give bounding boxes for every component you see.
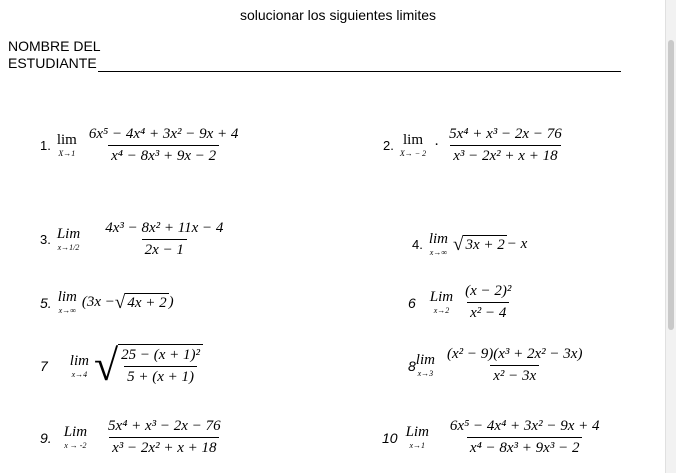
denominator: 2x − 1 <box>142 239 187 259</box>
multiplication-dot: · <box>434 137 440 153</box>
numerator: (x − 2)² <box>465 283 512 299</box>
numerator: 6x⁵ − 4x⁴ + 3x² − 9x + 4 <box>449 418 600 434</box>
fraction <box>462 283 514 322</box>
problem-6 <box>408 283 514 322</box>
fraction <box>102 220 226 259</box>
limit-operator: Lim x → -2 <box>63 424 88 450</box>
problem-number: 6 <box>408 294 416 311</box>
fraction <box>86 126 242 165</box>
problem-number: 5. <box>40 294 52 311</box>
limit-operator: Lim x→2 <box>429 289 454 315</box>
fraction <box>118 347 203 386</box>
problem-2 <box>383 126 565 165</box>
limit-operator: lim X→ − 2 <box>399 132 427 158</box>
student-label-line2: ESTUDIANTE <box>8 55 97 71</box>
page-title: solucionar los siguientes limites <box>239 7 437 23</box>
square-root: √ 4x + 2 <box>114 292 167 313</box>
problem-number: 1. <box>40 138 51 153</box>
problem-9 <box>40 418 224 457</box>
numerator: 6x⁵ − 4x⁴ + 3x² − 9x + 4 <box>88 126 239 142</box>
limit-operator: lim x→∞ <box>57 289 77 315</box>
problem-1 <box>40 126 241 165</box>
fraction <box>447 418 603 457</box>
denominator: x² − 4 <box>467 302 509 322</box>
limit-operator: lim x→∞ <box>428 231 449 257</box>
fraction <box>105 418 224 457</box>
expression-pre: (3x − <box>81 294 115 310</box>
numerator: 4x³ − 8x² + 11x − 4 <box>105 220 224 236</box>
problem-number: 10 <box>382 429 398 446</box>
limit-operator: lim x→3 <box>415 352 435 378</box>
expression-post: ) <box>168 294 174 310</box>
denominator: x³ − 2x² + x + 18 <box>450 145 560 165</box>
denominator: x⁴ − 8x³ + 9x³ − 2 <box>467 437 583 457</box>
problem-3 <box>40 220 226 259</box>
numerator: (x² − 9)(x³ + 2x² − 3x) <box>446 346 583 362</box>
problem-number: 7 <box>40 358 48 374</box>
problem-number: 3. <box>40 232 51 247</box>
fraction <box>446 126 565 165</box>
student-name-field <box>8 38 621 72</box>
denominator: x² − 3x <box>490 365 539 385</box>
limit-operator: Lim x→1/2 <box>56 226 81 252</box>
numerator: 25 − (x + 1)² <box>121 347 201 363</box>
limit-operator: lim X→1 <box>56 132 77 158</box>
numerator: 5x⁴ + x³ − 2x − 76 <box>108 418 221 434</box>
problem-5 <box>40 290 174 315</box>
student-label-line1: NOMBRE DEL <box>8 38 101 54</box>
problem-4 <box>412 232 527 257</box>
expression-tail: − x <box>506 236 528 252</box>
name-underline <box>98 57 621 72</box>
fraction <box>444 346 585 385</box>
problem-10 <box>382 418 602 457</box>
vertical-scrollbar[interactable] <box>665 0 676 473</box>
problem-number: 8 <box>408 357 416 374</box>
square-root: √ 3x + 2 <box>453 234 505 255</box>
problem-7 <box>40 341 203 390</box>
denominator: 5 + (x + 1) <box>124 366 197 386</box>
denominator: x³ − 2x² + x + 18 <box>109 437 219 457</box>
scrollbar-thumb[interactable] <box>668 40 674 330</box>
problem-number: 2. <box>383 138 394 153</box>
denominator: x⁴ − 8x³ + 9x − 2 <box>108 145 219 165</box>
square-root: √ $\frac{\text{25 − (x + 1)²}}{5 + (x + 1)}$ <box>94 344 203 388</box>
problem-number: 4. <box>412 237 423 252</box>
problem-number: 9. <box>40 429 52 446</box>
numerator: 5x⁴ + x³ − 2x − 76 <box>449 126 562 142</box>
limit-operator: Lim x→1 <box>405 424 429 450</box>
problem-8 <box>408 346 585 385</box>
limit-operator: lim x→4 <box>69 352 89 379</box>
